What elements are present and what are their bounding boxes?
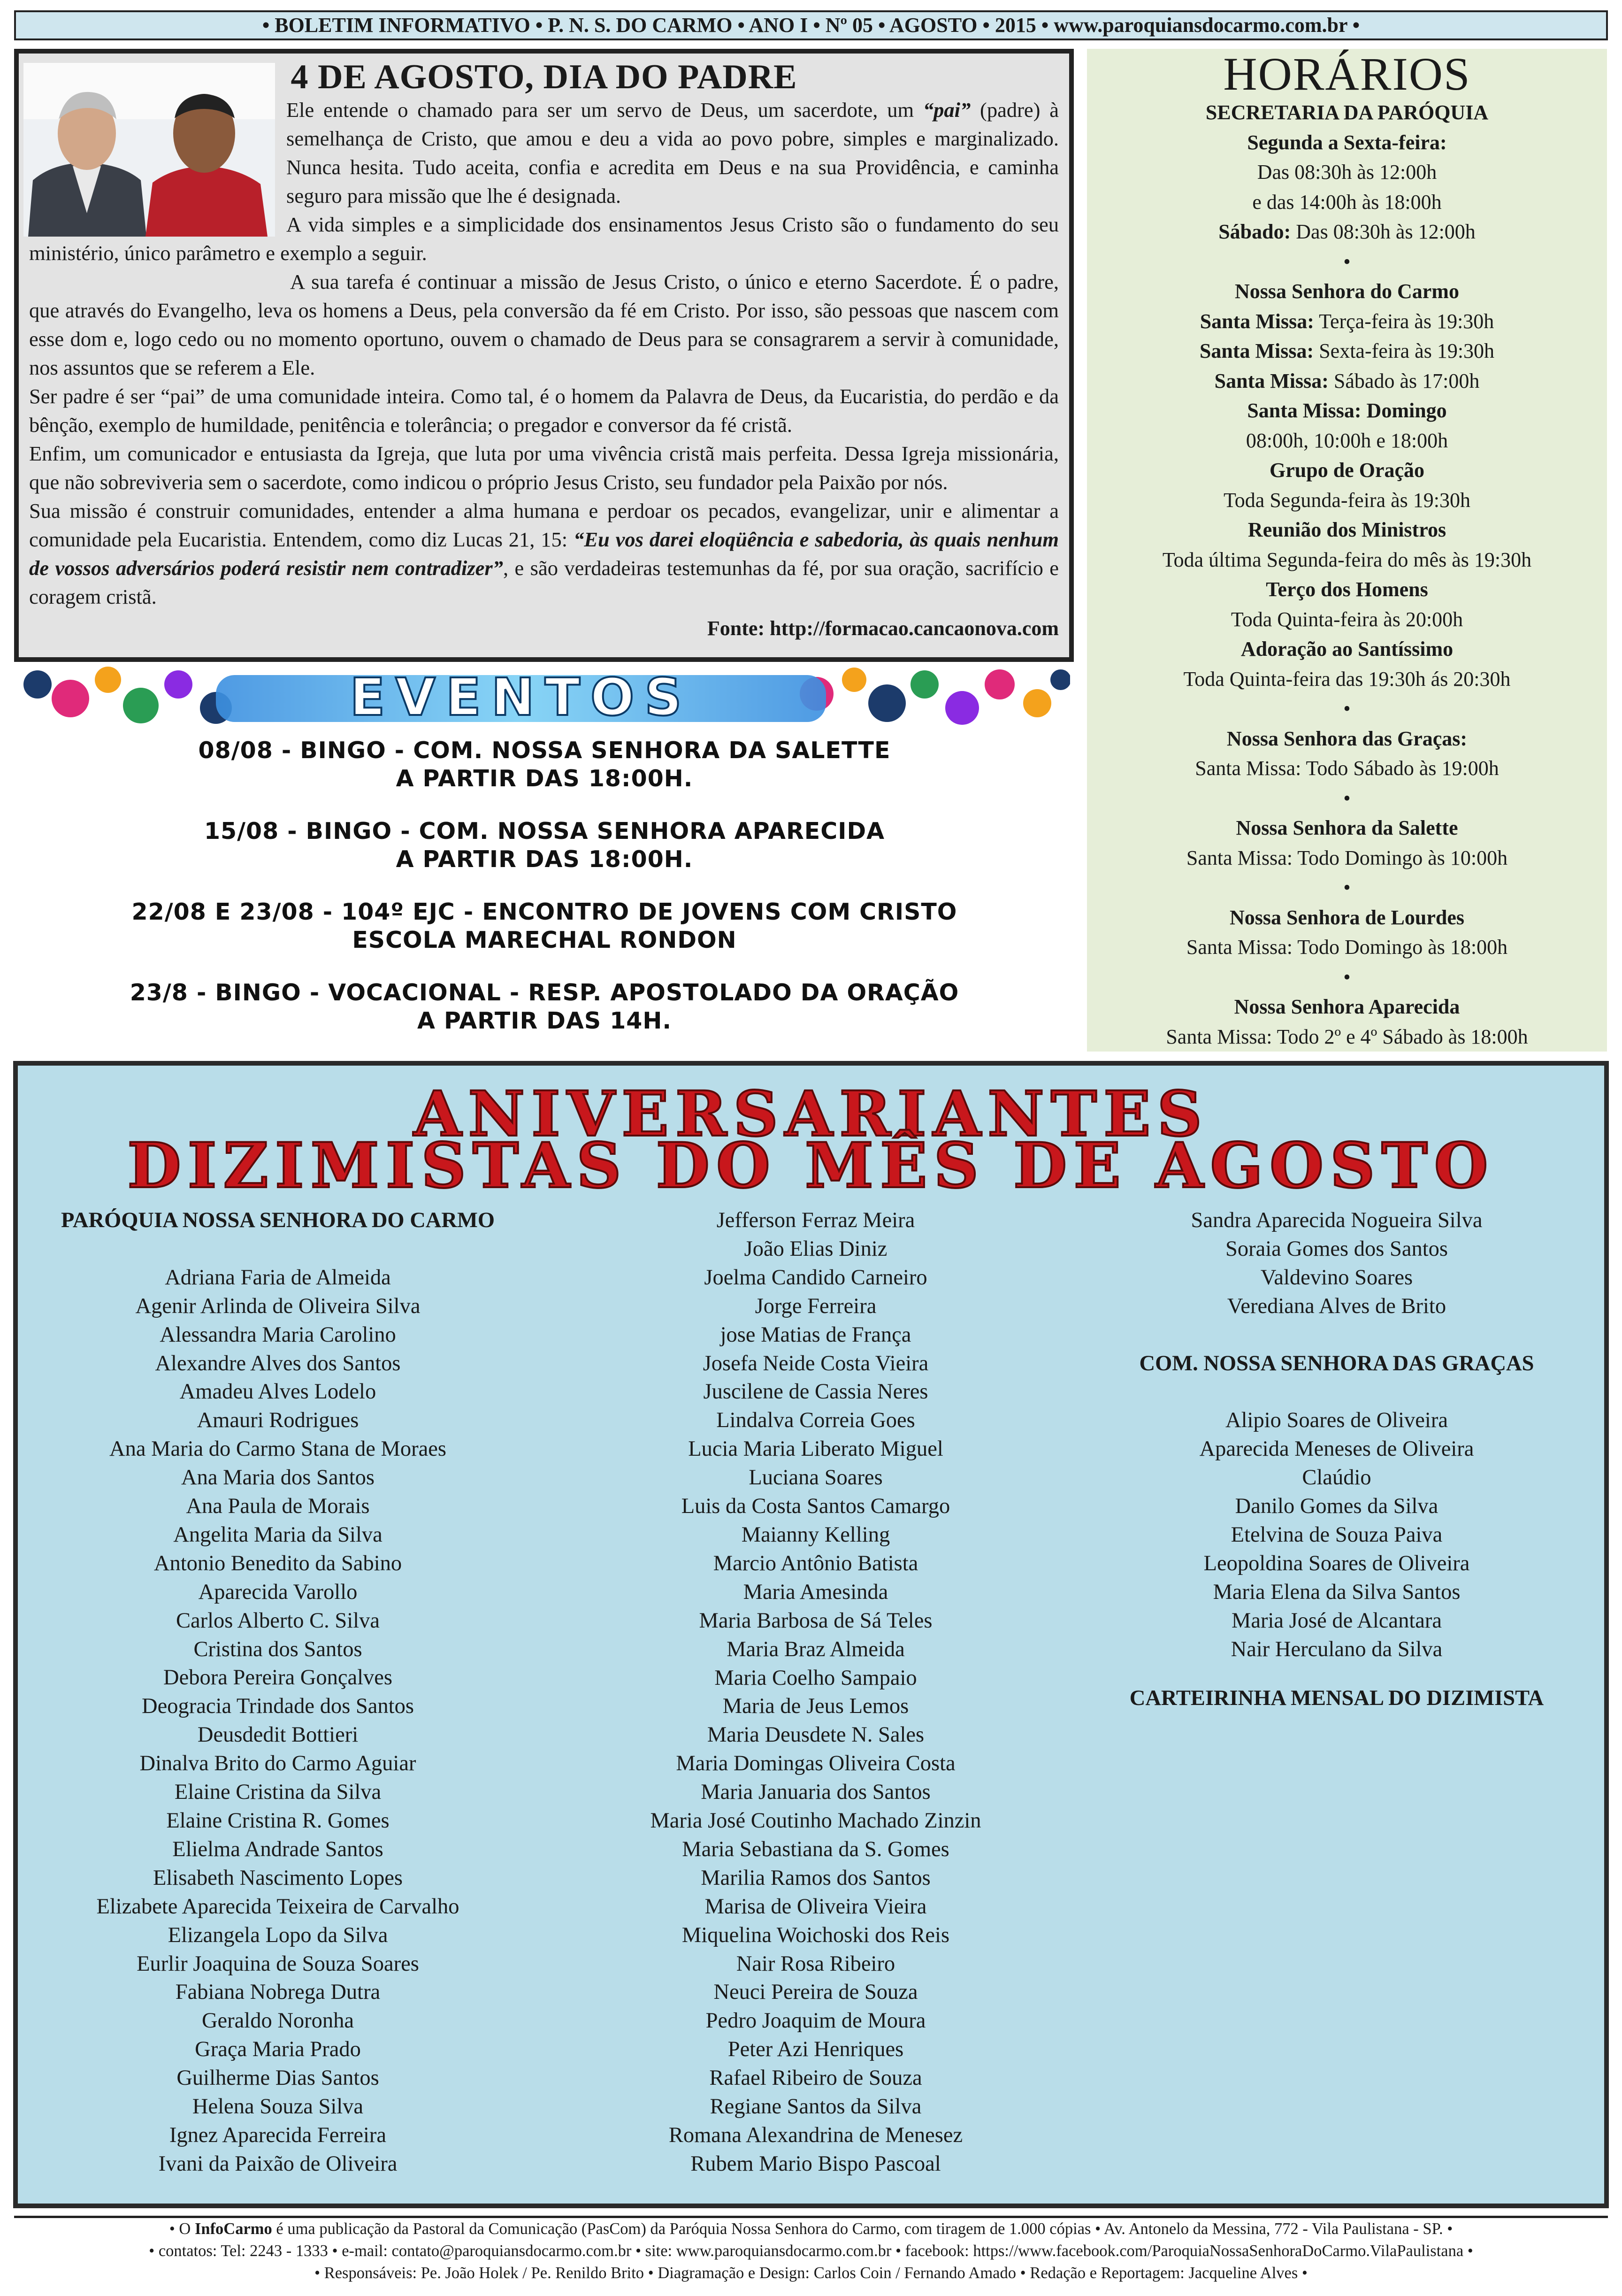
schedule-line: Toda Segunda-feira às 19:30h xyxy=(1224,488,1470,512)
event-line: A PARTIR DAS 18:00H. xyxy=(396,846,693,873)
schedule-line: Santa Missa: Todo Sábado às 19:00h xyxy=(1195,757,1499,780)
footer-line-1: • O InfoCarmo é uma publicação da Pastoral da Comunicação (PasCom) da Paróquia Nossa Senhora do Carmo, com tiragem de 1.000 cópias • Av. Antonelo da Messina, 772 - Vila Paulistana - SP. • xyxy=(169,2220,1453,2238)
schedule-list xyxy=(1087,98,1607,1052)
name-entry: Peter Azi Henriques xyxy=(727,2037,904,2062)
name-entry: Leopoldina Soares de Oliveira xyxy=(1203,1551,1470,1575)
event-line: 15/08 - BINGO - COM. NOSSA SENHORA APARECIDA xyxy=(204,818,885,845)
birthdays-section xyxy=(13,1061,1609,2208)
name-entry: Debora Pereira Gonçalves xyxy=(163,1666,393,1690)
name-entry: Agenir Arlinda de Oliveira Silva xyxy=(135,1294,421,1318)
schedule-line: Grupo de Oração xyxy=(1270,459,1424,482)
name-entry: Alexandre Alves dos Santos xyxy=(155,1351,401,1375)
schedule-line: Nossa Senhora da Salette xyxy=(1236,816,1458,839)
name-entry: João Elias Diniz xyxy=(744,1236,888,1261)
article-text-1: Ele entende o chamado para ser um servo de Deus, um sacerdote, um xyxy=(286,98,923,122)
birthdays-subtitle: DIZIMISTAS DO MÊS DE AGOSTO xyxy=(127,1129,1495,1202)
schedule-line: Nossa Senhora de Lourdes xyxy=(1230,906,1464,929)
footer-line-3: • Responsáveis: Pe. João Holek / Pe. Renildo Brito • Diagramação e Design: Carlos Coin / Fernando Amado • Redação e Reportagem: Jacqueline Alves • xyxy=(314,2264,1308,2282)
schedule-line: 08:00h, 10:00h e 18:00h xyxy=(1246,429,1448,452)
event-line: ESCOLA MARECHAL RONDON xyxy=(352,927,737,953)
name-entry: Jefferson Ferraz Meira xyxy=(716,1208,915,1232)
name-entry: Maianny Kelling xyxy=(741,1522,890,1547)
name-entry: Ana Maria do Carmo Stana de Moraes xyxy=(109,1437,446,1461)
name-entry: Luciana Soares xyxy=(749,1466,883,1490)
name-entry: Rubem Mario Bispo Pascoal xyxy=(690,2151,941,2176)
priests-photo-image xyxy=(23,63,275,237)
schedule-line: • xyxy=(1343,876,1351,899)
name-entry: Maria Barbosa de Sá Teles xyxy=(699,1608,933,1633)
name-entry: Marisa de Oliveira Vieira xyxy=(704,1894,927,1919)
name-entry: Joelma Candido Carneiro xyxy=(704,1265,927,1290)
schedule-line: Santa Missa: Terça-feira às 19:30h xyxy=(1200,309,1494,333)
name-entry: Elielma Andrade Santos xyxy=(172,1837,383,1861)
name-entry: Maria Amesinda xyxy=(743,1580,888,1604)
article-text-5: Enfim, um comunicador e entusiasta da Igreja, que luta por uma vivência cristã mais perfeita. Dessa Igreja missionária, que não sobreviveria sem o sacerdote, como indicou o próprio Jesus Cristo, seu fundador pela Paixão por nós. xyxy=(29,442,1059,494)
schedule-line: Toda Quinta-feira das 19:30h ás 20:30h xyxy=(1183,667,1511,691)
event-line: 23/8 - BINGO - VOCACIONAL - RESP. APOSTOLADO DA ORAÇÃO xyxy=(130,979,959,1006)
event-line: 08/08 - BINGO - COM. NOSSA SENHORA DA SALETTE xyxy=(198,737,891,764)
article-title: 4 DE AGOSTO, DIA DO PADRE xyxy=(291,58,797,96)
name-entry: Lindalva Correia Goes xyxy=(716,1408,915,1433)
schedule-line: SECRETARIA DA PARÓQUIA xyxy=(1205,101,1489,124)
name-entry: Guilherme Dias Santos xyxy=(176,2066,379,2090)
name-entry: Nair Rosa Ribeiro xyxy=(736,1951,895,1976)
name-entry: Regiane Santos da Silva xyxy=(710,2095,922,2119)
name-entry: Rafael Ribeiro de Souza xyxy=(709,2066,922,2090)
name-entry: Neuci Pereira de Souza xyxy=(713,1980,918,2004)
schedule-line: Das 08:30h às 12:00h xyxy=(1257,161,1437,184)
name-entry: Maria Januaria dos Santos xyxy=(701,1780,931,1805)
schedule-line: Reunião dos Ministros xyxy=(1247,518,1446,541)
schedule-panel xyxy=(1087,49,1607,1052)
schedule-line: Toda Quinta-feira às 20:00h xyxy=(1231,607,1463,631)
name-entry: Elisabeth Nascimento Lopes xyxy=(153,1866,403,1890)
schedule-line: • xyxy=(1343,786,1351,810)
name-entry: Maria de Jeus Lemos xyxy=(722,1694,909,1719)
name-entry: Danilo Gomes da Silva xyxy=(1235,1494,1438,1519)
name-entry: Marcio Antônio Batista xyxy=(713,1551,918,1575)
name-entry: Angelita Maria da Silva xyxy=(173,1522,383,1547)
schedule-line: Nossa Senhora do Carmo xyxy=(1235,280,1459,303)
name-entry: Aparecida Varollo xyxy=(198,1580,358,1604)
article-text-3: A sua tarefa é continuar a missão de Jesus Cristo, o único e eterno Sacerdote. É o padre, que através do Evangelho, leva os homens a Deus, pela conversão da fé em Cristo. Por isso, são pessoas que nascem com esse dom e, logo cedo ou no momento oportuno, ouvem o chamado de Deus para se consagrarem a servir à comunidade, nos assuntos que se referem a Ele. xyxy=(29,270,1059,379)
name-entry: Maria Braz Almeida xyxy=(727,1637,905,1661)
name-entry: Adriana Faria de Almeida xyxy=(165,1265,391,1290)
events-banner-title: EVENTOS xyxy=(350,667,692,727)
event-line: A PARTIR DAS 18:00H. xyxy=(396,765,693,792)
names-column-1 xyxy=(48,1206,508,2179)
article-text-6b: , e são verdadeiras testemunhas da fé, por sua oração, sacrifício e coragem cristã. xyxy=(29,556,1059,608)
card-heading xyxy=(1069,1684,1604,1713)
name-entry: Eurlir Joaquina de Souza Soares xyxy=(137,1951,419,1976)
schedule-line: Santa Missa: Sexta-feira às 19:30h xyxy=(1199,339,1495,362)
name-entry: Soraia Gomes dos Santos xyxy=(1225,1236,1448,1261)
name-entry: Jorge Ferreira xyxy=(755,1294,877,1318)
bulletin-header xyxy=(14,10,1608,40)
event-line: A PARTIR DAS 14H. xyxy=(417,1007,672,1034)
article-text-2: A vida simples e a simplicidade dos ensinamentos Jesus Cristo são o fundamento do seu ministério, único parâmetro e exemplo a seguir. xyxy=(29,213,1059,265)
name-entry: Cristina dos Santos xyxy=(193,1637,362,1661)
name-entry: Alessandra Maria Carolino xyxy=(160,1322,396,1347)
name-entry: Geraldo Noronha xyxy=(201,2009,354,2033)
name-entry: Verediana Alves de Brito xyxy=(1227,1294,1446,1318)
schedule-line: Santa Missa: Domingo xyxy=(1247,399,1447,422)
name-entry: Maria Coelho Sampaio xyxy=(714,1666,917,1690)
schedule-line: Terço dos Homens xyxy=(1266,578,1428,601)
events-section xyxy=(19,666,1070,1052)
name-entry: Alipio Soares de Oliveira xyxy=(1225,1408,1448,1433)
name-entry: Ignez Aparecida Ferreira xyxy=(169,2123,387,2147)
schedule-line: • xyxy=(1343,965,1351,989)
schedule-line: Nossa Senhora das Graças: xyxy=(1226,727,1468,750)
name-entry: Etelvina de Souza Paiva xyxy=(1231,1522,1443,1547)
name-entry: jose Matias de França xyxy=(720,1322,911,1347)
name-entry: Amauri Rodrigues xyxy=(197,1408,359,1433)
article-box xyxy=(14,49,1074,662)
name-entry: Sandra Aparecida Nogueira Silva xyxy=(1191,1208,1483,1232)
name-entry: Josefa Neide Costa Vieira xyxy=(703,1351,929,1375)
name-entry: Deogracia Trindade dos Santos xyxy=(142,1694,414,1719)
name-entry: Maria Sebastiana da S. Gomes xyxy=(682,1837,949,1861)
schedule-line: Toda última Segunda-feira do mês às 19:30h xyxy=(1162,548,1532,571)
schedule-line: • xyxy=(1343,697,1351,720)
name-entry: Graça Maria Prado xyxy=(195,2037,361,2062)
schedule-line: • xyxy=(1343,250,1351,273)
priests-photo xyxy=(23,63,275,237)
name-entry: Ana Maria dos Santos xyxy=(181,1466,375,1490)
name-entry: Romana Alexandrina de Menesez xyxy=(668,2123,963,2147)
name-entry: Valdevino Soares xyxy=(1260,1265,1413,1290)
name-entry: Claúdio xyxy=(1302,1466,1371,1490)
schedule-line: Santa Missa: Todo 2º e 4º Sábado às 18:00h xyxy=(1166,1025,1528,1048)
schedule-line: Santa Missa: Sábado às 17:00h xyxy=(1214,369,1480,392)
name-entry: Juscilene de Cassia Neres xyxy=(703,1380,928,1404)
name-entry: Lucia Maria Liberato Miguel xyxy=(688,1437,943,1461)
name-entry: Maria Domingas Oliveira Costa xyxy=(676,1751,956,1776)
name-entry: Deusdedit Bottieri xyxy=(197,1723,359,1747)
footer xyxy=(14,2216,1608,2296)
schedule-line: Segunda a Sexta-feira: xyxy=(1247,131,1447,154)
name-entry: Miquelina Woichoski dos Reis xyxy=(681,1923,950,1947)
article-emphasis-pai: “pai” xyxy=(923,98,971,122)
article-body xyxy=(29,96,1059,643)
article-text-4: Ser padre é ser “pai” de uma comunidade inteira. Como tal, é o homem da Palavra de Deus, da Eucaristia, do perdão e da bênção, exemplo de humildade, penitência e tolerância; o pregador e conversor da fé cristã. xyxy=(29,384,1059,437)
footer-line-2: • contatos: Tel: 2243 - 1333 • e-mail: contato@paroquiansdocarmo.com.br • site: www.paroquiansdocarmo.com.br • facebook: https://www.facebook.com/ParoquiaNossaSenhoraDoCarmo.VilaPaulistana • xyxy=(149,2242,1473,2260)
article-source: Fonte: http://formacao.cancaonova.com xyxy=(707,617,1059,640)
event-line: 22/08 E 23/08 - 104º EJC - ENCONTRO DE JOVENS COM CRISTO xyxy=(131,898,957,925)
schedule-line: Sábado: Das 08:30h às 12:00h xyxy=(1218,220,1476,243)
name-entry: Pedro Joaquim de Moura xyxy=(705,2009,926,2033)
name-entry: Maria José Coutinho Machado Zinzin xyxy=(650,1809,981,1833)
birthdays-title: ANIVERSARIANTES xyxy=(413,1078,1209,1151)
article-quote: “Eu vos darei eloqüência e sabedoria, às quais nenhum de vossos adversários poderá resistir nem contradizer” xyxy=(29,528,1059,580)
name-entry: Dinalva Brito do Carmo Aguiar xyxy=(139,1751,416,1776)
name-entry: Carlos Alberto C. Silva xyxy=(176,1608,380,1633)
article-text-1b: (padre) à semelhança de Cristo, que amou e deu a vida ao povo pobre, simples e marginalizado. Nunca hesita. Tudo aceita, confia e acredita em Deus e na sua Providência, e caminha seguro para missão que lhe é designada. xyxy=(286,98,1059,207)
column-heading: PARÓQUIA NOSSA SENHORA DO CARMO xyxy=(61,1208,495,1232)
name-entry: Amadeu Alves Lodelo xyxy=(179,1380,376,1404)
names-column-2 xyxy=(572,1206,1060,2179)
name-entry: Maria Deusdete N. Sales xyxy=(707,1723,925,1747)
schedule-title: HORÁRIOS xyxy=(1223,49,1471,100)
names-column-3 xyxy=(1069,1206,1604,1664)
events-banner xyxy=(19,666,1070,736)
publication-name: InfoCarmo xyxy=(194,2220,272,2238)
name-entry: Elizangela Lopo da Silva xyxy=(168,1923,388,1947)
name-entry: Nair Herculano da Silva xyxy=(1231,1637,1443,1661)
article-text-6: Sua missão é construir comunidades, entender a alma humana e perdoar os pecados, evangelizar, unir e alimentar a comunidade pela Eucaristia. Entendem, como diz Lucas 21, 15: xyxy=(29,499,1059,551)
schedule-line: e das 14:00h às 18:00h xyxy=(1252,190,1442,214)
column-heading: COM. NOSSA SENHORA DAS GRAÇAS xyxy=(1139,1351,1534,1375)
name-entry: Aparecida Meneses de Oliveira xyxy=(1199,1437,1474,1461)
name-entry: Maria Elena da Silva Santos xyxy=(1213,1580,1461,1604)
name-entry: Luis da Costa Santos Camargo xyxy=(681,1494,950,1519)
name-entry: Ivani da Paixão de Oliveira xyxy=(158,2151,398,2176)
card-heading-text: CARTEIRINHA MENSAL DO DIZIMISTA xyxy=(1129,1686,1544,1710)
name-entry: Elaine Cristina R. Gomes xyxy=(166,1809,390,1833)
header-text: • BOLETIM INFORMATIVO • P. N. S. DO CARMO • ANO I • Nº 05 • AGOSTO • 2015 • www.paroquiansdocarmo.com.br • xyxy=(262,14,1360,37)
schedule-line: Santa Missa: Todo Domingo às 10:00h xyxy=(1186,846,1508,869)
name-entry: Fabiana Nobrega Dutra xyxy=(175,1980,381,2004)
name-entry: Antonio Benedito da Sabino xyxy=(153,1551,402,1575)
schedule-line: Adoração ao Santíssimo xyxy=(1240,637,1454,660)
schedule-line: Nossa Senhora Aparecida xyxy=(1234,995,1460,1018)
name-entry: Marilia Ramos dos Santos xyxy=(701,1866,931,1890)
name-entry: Elaine Cristina da Silva xyxy=(174,1780,382,1805)
schedule-line: Santa Missa: Todo Domingo às 18:00h xyxy=(1186,936,1508,959)
name-entry: Ana Paula de Morais xyxy=(186,1494,370,1519)
name-entry: Maria José de Alcantara xyxy=(1231,1608,1442,1633)
name-entry: Helena Souza Silva xyxy=(192,2095,364,2119)
name-entry: Elizabete Aparecida Teixeira de Carvalho xyxy=(96,1894,459,1919)
